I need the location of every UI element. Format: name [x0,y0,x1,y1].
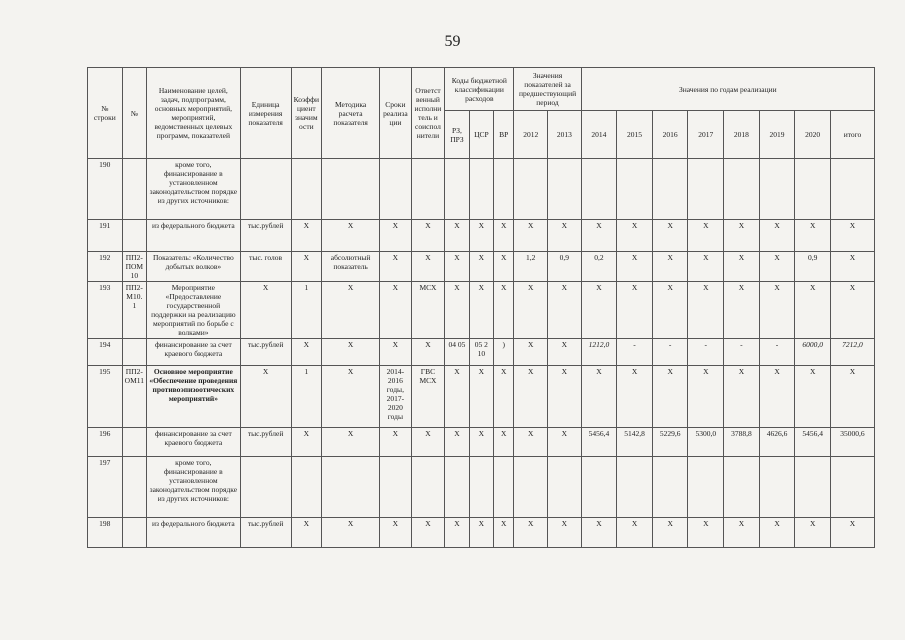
value-2016-cell: X [652,220,688,252]
responsible-cell: X [411,518,445,548]
code-vr-cell: X [494,220,514,252]
unit-cell: тыс.рублей [240,428,291,457]
value-2012-cell: X [514,339,548,366]
header-code-vr: ВР [494,111,514,159]
total-cell: 35000,6 [830,428,874,457]
header-name: Наименование целей, задач, подпрограмм, основных мероприятий, мероприятий, ведомственных целевых программ, показателей [147,68,241,159]
value-2018-cell: X [724,366,760,428]
method-cell: X [322,366,380,428]
value-2017-cell: X [688,220,724,252]
responsible-cell: ГВС МСХ [411,366,445,428]
value-2017-cell: X [688,366,724,428]
method-cell: X [322,518,380,548]
row-name-cell: кроме того, финансирование в установленном законодательством порядке из других источников: [147,159,241,220]
value-2018-cell: 3788,8 [724,428,760,457]
table-row [88,220,875,252]
value-2015-cell: X [617,282,653,339]
table-row [88,282,875,339]
value-2019-cell: - [759,339,795,366]
header-year-2013: 2013 [548,111,582,159]
value-2017-cell [688,457,724,518]
value-2015-cell: X [617,518,653,548]
row-code-cell [122,428,146,457]
row-number-cell: 195 [88,366,123,428]
row-number-cell: 192 [88,252,123,282]
row-number-cell: 197 [88,457,123,518]
value-2013-cell: X [548,366,582,428]
value-2016-cell: X [652,518,688,548]
unit-cell: тыс.рублей [240,518,291,548]
method-cell: абсолютный показатель [322,252,380,282]
terms-cell: X [380,428,412,457]
unit-cell: тыс. голов [240,252,291,282]
responsible-cell: МСХ [411,282,445,339]
code-vr-cell: X [494,282,514,339]
row-code-cell [122,220,146,252]
total-cell: X [830,518,874,548]
value-2017-cell: X [688,252,724,282]
terms-cell: X [380,252,412,282]
value-2018-cell: - [724,339,760,366]
header-year-2016: 2016 [652,111,688,159]
value-2017-cell: X [688,518,724,548]
value-2014-cell: X [581,366,617,428]
value-2020-cell: X [795,366,831,428]
header-total: итого [830,111,874,159]
responsible-cell: X [411,428,445,457]
table-row [88,159,875,220]
value-2020-cell: X [795,518,831,548]
terms-cell: X [380,220,412,252]
value-2016-cell [652,457,688,518]
row-code-cell: ПП2-М10.1 [122,282,146,339]
coef-cell: 1 [291,366,322,428]
row-code-cell [122,518,146,548]
header-unit: Единица измерения показателя [240,68,291,159]
row-name-cell: финансирование за счет краевого бюджета [147,428,241,457]
code-rz-cell: X [445,366,469,428]
total-cell: 7212,0 [830,339,874,366]
code-csr-cell: X [469,220,493,252]
unit-cell [240,457,291,518]
code-rz-cell: X [445,220,469,252]
value-2018-cell: X [724,220,760,252]
responsible-cell [411,159,445,220]
value-2016-cell [652,159,688,220]
value-2012-cell: X [514,220,548,252]
coef-cell: X [291,518,322,548]
code-vr-cell [494,457,514,518]
value-2013-cell: X [548,518,582,548]
value-2015-cell: X [617,220,653,252]
code-csr-cell: X [469,252,493,282]
value-2020-cell: 5456,4 [795,428,831,457]
value-2015-cell [617,457,653,518]
code-csr-cell: X [469,518,493,548]
value-2017-cell: X [688,282,724,339]
value-2014-cell: 1212,0 [581,339,617,366]
header-year-2020: 2020 [795,111,831,159]
row-name-cell: Основное мероприятие «Обеспечение проведения противоэпизоотических мероприятий» [147,366,241,428]
total-cell: X [830,252,874,282]
row-name-cell: Показатель: «Количество добытых волков» [147,252,241,282]
table-row [88,252,875,282]
row-code-cell: ПП2-ПОМ10 [122,252,146,282]
row-name-cell: кроме того, финансирование в установленном законодательством порядке из других источников: [147,457,241,518]
value-2018-cell: X [724,518,760,548]
unit-cell: X [240,366,291,428]
value-2015-cell: X [617,252,653,282]
value-2016-cell: 5229,6 [652,428,688,457]
header-coef: Коэффициент значимости [291,68,322,159]
row-number-cell: 190 [88,159,123,220]
header-years-title: Значения по годам реализации [581,68,874,111]
value-2018-cell: X [724,282,760,339]
value-2020-cell: 0,9 [795,252,831,282]
code-vr-cell: X [494,428,514,457]
code-csr-cell [469,457,493,518]
value-2013-cell [548,457,582,518]
code-vr-cell: ) [494,339,514,366]
method-cell [322,457,380,518]
value-2019-cell: X [759,282,795,339]
code-vr-cell [494,159,514,220]
value-2014-cell: X [581,220,617,252]
header-year-2015: 2015 [617,111,653,159]
coef-cell [291,159,322,220]
coef-cell [291,457,322,518]
row-number-cell: 196 [88,428,123,457]
row-code-cell [122,457,146,518]
value-2012-cell: X [514,428,548,457]
row-number-cell: 191 [88,220,123,252]
header-terms: Сроки реализации [380,68,412,159]
value-2019-cell [759,159,795,220]
header-year-2012: 2012 [514,111,548,159]
value-2015-cell [617,159,653,220]
header-prev-period: Значения показателей за предшествующий период [514,68,581,111]
table-row [88,428,875,457]
value-2013-cell: X [548,220,582,252]
method-cell [322,159,380,220]
unit-cell [240,159,291,220]
code-csr-cell [469,159,493,220]
value-2016-cell: X [652,252,688,282]
value-2019-cell: X [759,220,795,252]
unit-cell: тыс.рублей [240,220,291,252]
value-2016-cell: - [652,339,688,366]
responsible-cell: X [411,339,445,366]
value-2019-cell: X [759,518,795,548]
value-2018-cell [724,457,760,518]
code-rz-cell [445,159,469,220]
terms-cell [380,159,412,220]
value-2019-cell: 4626,6 [759,428,795,457]
header-code-rz: РЗ, ПРЗ [445,111,469,159]
code-rz-cell: X [445,252,469,282]
value-2019-cell [759,457,795,518]
row-code-cell [122,159,146,220]
code-rz-cell: X [445,282,469,339]
coef-cell: X [291,252,322,282]
code-vr-cell: X [494,518,514,548]
value-2018-cell [724,159,760,220]
header-year-2019: 2019 [759,111,795,159]
code-rz-cell: X [445,518,469,548]
value-2012-cell [514,159,548,220]
coef-cell: 1 [291,282,322,339]
value-2017-cell [688,159,724,220]
terms-cell [380,457,412,518]
table-row [88,457,875,518]
value-2018-cell: X [724,252,760,282]
code-vr-cell: X [494,252,514,282]
value-2014-cell [581,159,617,220]
header-codes: Коды бюджетной классификации расходов [445,68,514,111]
page-number: 59 [444,33,461,50]
value-2013-cell: X [548,282,582,339]
indicators-table [87,67,875,548]
row-code-cell [122,339,146,366]
responsible-cell: X [411,220,445,252]
value-2015-cell: X [617,366,653,428]
value-2017-cell: - [688,339,724,366]
row-name-cell: из федерального бюджета [147,518,241,548]
value-2014-cell: 0,2 [581,252,617,282]
method-cell: X [322,282,380,339]
row-number-cell: 194 [88,339,123,366]
coef-cell: X [291,339,322,366]
row-name-cell: из федерального бюджета [147,220,241,252]
value-2020-cell: X [795,282,831,339]
table-body [88,159,875,548]
code-rz-cell: X [445,428,469,457]
unit-cell: тыс.рублей [240,339,291,366]
code-rz-cell: 04 05 [445,339,469,366]
value-2014-cell: X [581,282,617,339]
header-year-2018: 2018 [724,111,760,159]
value-2016-cell: X [652,282,688,339]
header-year-2017: 2017 [688,111,724,159]
table-row [88,339,875,366]
value-2016-cell: X [652,366,688,428]
unit-cell: X [240,282,291,339]
code-csr-cell: X [469,366,493,428]
header-no: № [122,68,146,159]
responsible-cell: X [411,252,445,282]
value-2012-cell: X [514,518,548,548]
total-cell [830,457,874,518]
value-2014-cell: X [581,518,617,548]
header-method: Методика расчета показателя [322,68,380,159]
row-code-cell: ПП2-ОМ11 [122,366,146,428]
row-number-cell: 193 [88,282,123,339]
table-row [88,366,875,428]
total-cell: X [830,366,874,428]
value-2013-cell: 0,9 [548,252,582,282]
coef-cell: X [291,220,322,252]
value-2015-cell: 5142,8 [617,428,653,457]
header-responsible: Ответственный исполнитель и соисполнители [411,68,445,159]
value-2020-cell: 6000,0 [795,339,831,366]
method-cell: X [322,220,380,252]
terms-cell: X [380,518,412,548]
value-2017-cell: 5300,0 [688,428,724,457]
code-rz-cell [445,457,469,518]
value-2020-cell [795,159,831,220]
table-header [88,68,875,159]
header-year-2014: 2014 [581,111,617,159]
value-2012-cell: X [514,366,548,428]
terms-cell: 2014-2016 годы, 2017-2020 годы [380,366,412,428]
total-cell [830,159,874,220]
code-csr-cell: 05 2 10 [469,339,493,366]
terms-cell: X [380,282,412,339]
value-2014-cell: 5456,4 [581,428,617,457]
method-cell: X [322,428,380,457]
row-name-cell: Мероприятие «Предоставление государственной поддержки на реализацию мероприятий по борьбе с волками» [147,282,241,339]
value-2020-cell [795,457,831,518]
value-2019-cell: X [759,366,795,428]
total-cell: X [830,282,874,339]
total-cell: X [830,220,874,252]
value-2019-cell: X [759,252,795,282]
value-2015-cell: - [617,339,653,366]
method-cell: X [322,339,380,366]
value-2013-cell: X [548,339,582,366]
code-csr-cell: X [469,428,493,457]
coef-cell: X [291,428,322,457]
table-row [88,518,875,548]
value-2012-cell: X [514,282,548,339]
value-2014-cell [581,457,617,518]
row-number-cell: 198 [88,518,123,548]
value-2013-cell [548,159,582,220]
row-name-cell: финансирование за счет краевого бюджета [147,339,241,366]
terms-cell: X [380,339,412,366]
value-2013-cell: X [548,428,582,457]
value-2012-cell [514,457,548,518]
responsible-cell [411,457,445,518]
code-vr-cell: X [494,366,514,428]
header-row-no: № строки [88,68,123,159]
value-2012-cell: 1,2 [514,252,548,282]
code-csr-cell: X [469,282,493,339]
header-code-csr: ЦСР [469,111,493,159]
value-2020-cell: X [795,220,831,252]
